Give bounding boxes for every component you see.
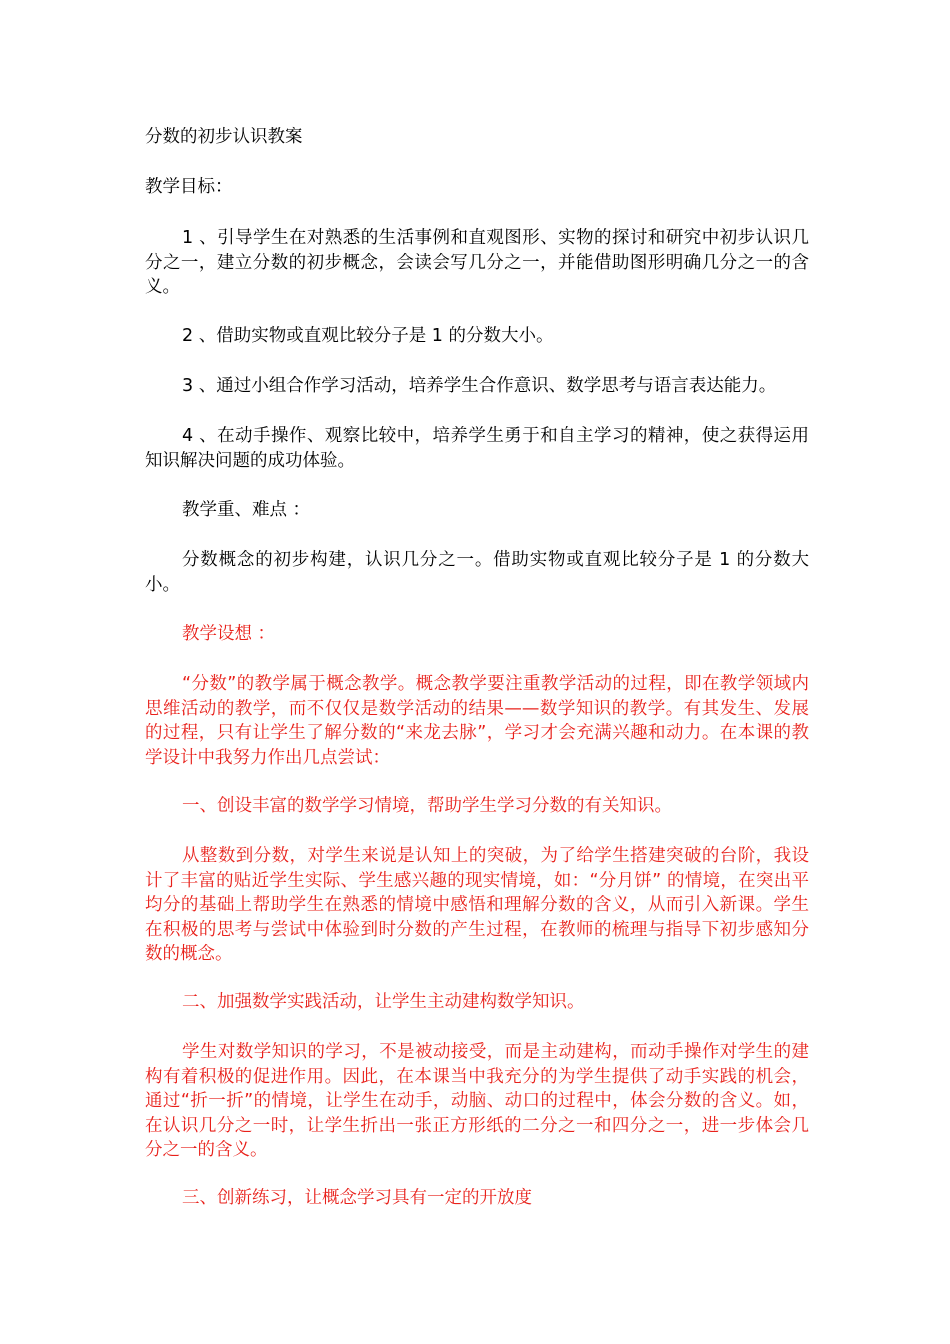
design-intro: “分数”的教学属于概念教学。概念教学要注重教学活动的过程，即在教学领域内思维活动的教学，而不仅仅是数学活动的结果——数学知识的教学。有其发生、发展的过程，只有让学生了解分数的“来龙去脉”，学习才会充满兴趣和动力。在本课的教学设计中我努力作出几点尝试： <box>145 674 809 768</box>
section-3-heading: 三、创新练习，让概念学习具有一定的开放度 <box>182 1188 532 1208</box>
section-1-body: 从整数到分数，对学生来说是认知上的突破，为了给学生搭建突破的台阶，我设计了丰富的贴近学生实际、学生感兴趣的现实情境，如：“分月饼” 的情境，在突出平均分的基础上帮助学生在熟悉的情境中感悟和理解分数的含义，从而引入新课。学生在积极的思考与尝试中体验到时分数的产生过程，在教师的梳理与指导下初步感知分数的概念。 <box>145 846 809 964</box>
goal-item-4: 4 、在动手操作、观察比较中，培养学生勇于和自主学习的精神，使之获得运用知识解决问题的成功体验。 <box>145 426 809 471</box>
key-points-heading: 教学重、难点 ： <box>182 500 311 520</box>
document-title: 分数的初步认识教案 <box>145 127 303 147</box>
section-2-heading: 二、加强数学实践活动，让学生主动建构数学知识。 <box>182 992 585 1012</box>
goals-heading: 教学目标： <box>145 177 233 197</box>
section-2-body: 学生对数学知识的学习，不是被动接受，而是主动建构，而动手操作对学生的建构有着积极的促进作用。因此，在本课当中我充分的为学生提供了动手实践的机会，通过“折一折”的情境，让学生在动手，动脑、动口的过程中，体会分数的含义。如，在认识几分之一时，让学生折出一张正方形纸的二分之一和四分之一，进一步体会几分之一的含义。 <box>145 1042 809 1160</box>
design-heading: 教学设想 ： <box>182 624 276 644</box>
section-1-heading: 一、创设丰富的数学学习情境，帮助学生学习分数的有关知识。 <box>182 796 672 816</box>
goal-item-3: 3 、通过小组合作学习活动，培养学生合作意识、数学思考与语言表达能力。 <box>182 376 777 396</box>
key-points-text: 分数概念的初步构建，认识几分之一。借助实物或直观比较分子是 1 的分数大小。 <box>145 550 809 595</box>
goal-item-2: 2 、借助实物或直观比较分子是 1 的分数大小。 <box>182 326 554 346</box>
goal-item-1: 1 、引导学生在对熟悉的生活事例和直观图形、实物的探讨和研究中初步认识几分之一，建立分数的初步概念，会读会写几分之一，并能借助图形明确几分之一的含义。 <box>145 228 809 297</box>
